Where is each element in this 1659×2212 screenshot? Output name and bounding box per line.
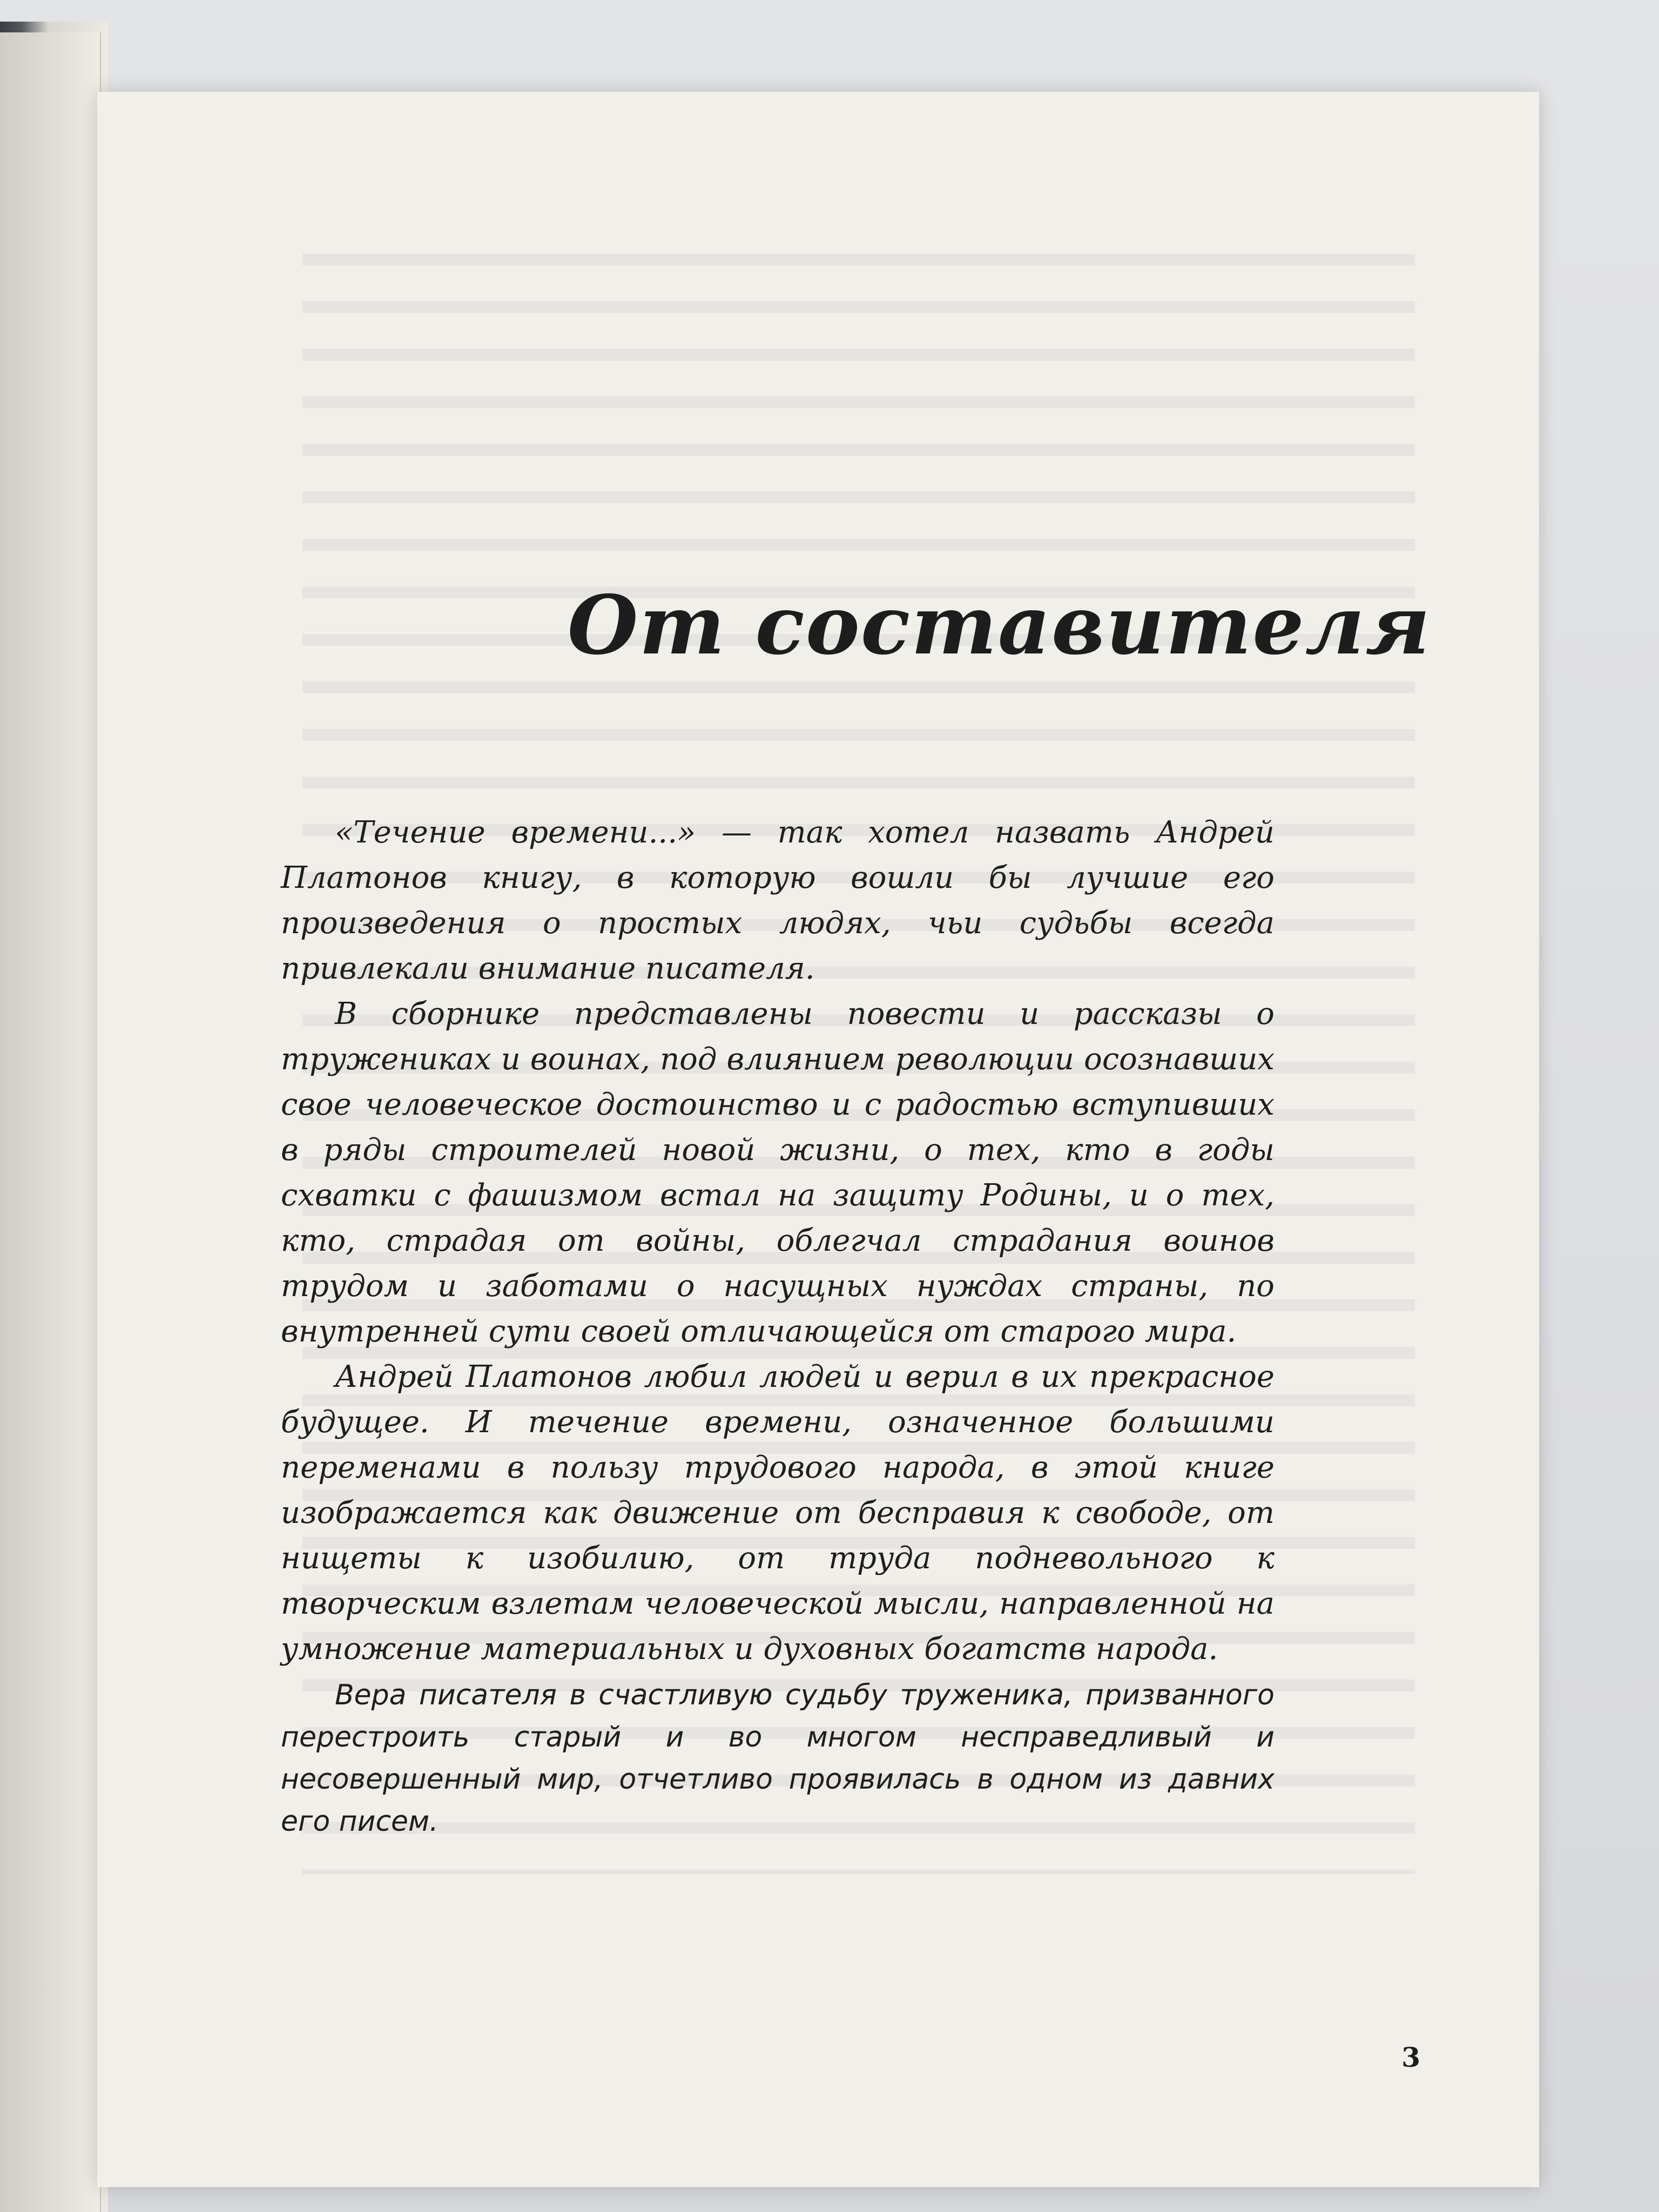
paragraph: Андрей Платонов любил людей и верил в их прекрасное будущее. И течение времени, означенное большими переменами в пользу трудового народа, в этой книге изображается как движение от бесправия к свободе, от нищеты к изобилию, от труда подневольного к творческим взлетам человеческой мысли, направленной на умножение материальных и духовных богатств народа. (281, 1359, 1274, 1667)
book-page (97, 92, 1539, 2187)
paragraph: В сборнике представлены повести и рассказы о тружениках и воинах, под влиянием революции осознавших свое человеческое достоинство и с радостью вступивших в ряды строителей новой жизни, о тех, кто в годы схватки с фашизмом встал на защиту Родины, и о тех, кто, страдая от войны, облегчал страдания воинов трудом и заботами о насущных нуждах страны, по внутренней сути своей отличающейся от старого мира. (281, 996, 1274, 1349)
body-text (281, 810, 1274, 1843)
page-number: 3 (1401, 2041, 1420, 2073)
paragraph: Вера писателя в счастливую судьбу труженика, призванного перестроить старый и во многом несправедливый и несовершенный мир, отчетливо проявилась в одном из давних его писем. (281, 1679, 1274, 1838)
paragraph: «Течение времени...» — так хотел назвать Андрей Платонов книгу, в которую вошли бы лучшие его произведения о простых людях, чьи судьбы всегда привлекали внимание писателя. (281, 815, 1274, 986)
left-page-edge (0, 32, 101, 2212)
page-heading: От составителя (567, 578, 1431, 673)
